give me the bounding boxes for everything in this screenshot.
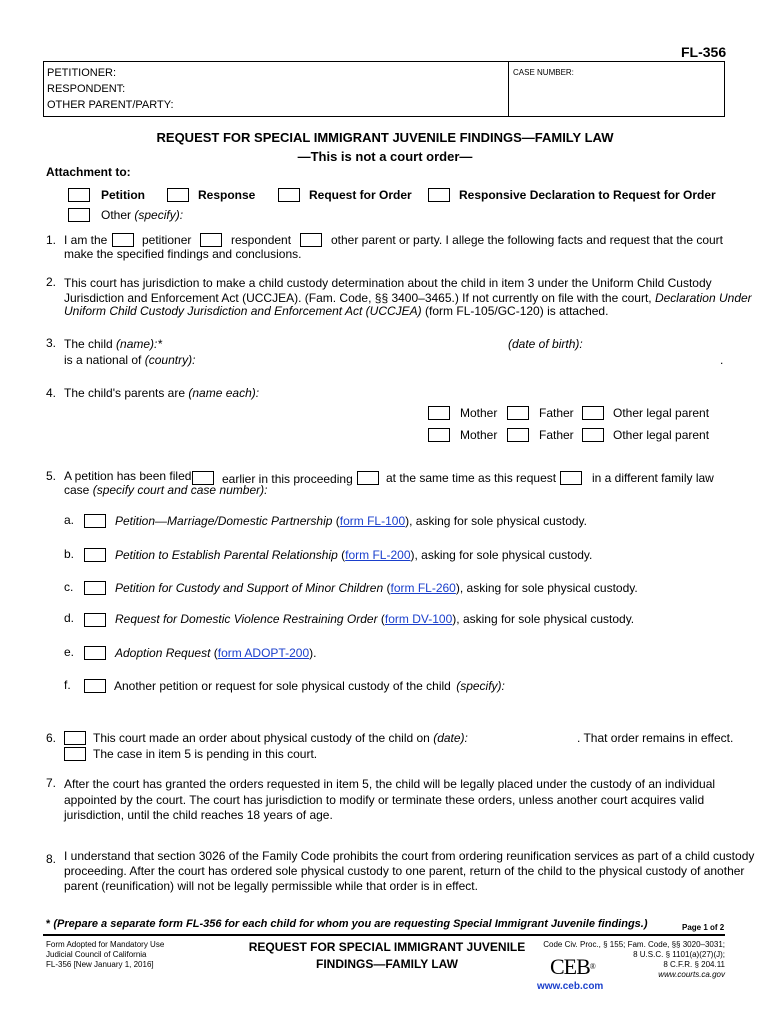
footer-title-line1: REQUEST FOR SPECIAL IMMIGRANT JUVENILE	[248, 940, 526, 954]
item1-petitioner-checkbox[interactable]	[112, 233, 134, 247]
item5c-text	[115, 581, 638, 596]
item5b-text	[115, 548, 592, 563]
footer-rule	[43, 934, 725, 936]
item5e-open: (	[210, 646, 218, 660]
footer-usc: 8 U.S.C. § 1101(a)(27)(J);	[633, 950, 725, 959]
item2-line2a: Jurisdiction and Enforcement Act (UCCJEA). (Fam. Code, §§ 3400–3465.) If not currently on file with the court,	[64, 291, 652, 305]
item5e-rest: ).	[309, 646, 317, 660]
item5b-rest: ), asking for sole physical custody.	[410, 548, 593, 562]
footer-cfr: 8 C.F.R. § 204.11	[663, 960, 725, 969]
item5b-form-link[interactable]: form FL-200	[345, 548, 411, 562]
footer-form-rev: FL-356 [New January 1, 2016]	[46, 960, 154, 969]
item5e-title: Adoption Request	[115, 646, 211, 660]
responsive-declaration-checkbox[interactable]	[428, 188, 450, 202]
item5-case-word: case	[64, 483, 90, 497]
item5c-letter: c.	[64, 580, 74, 594]
other-parent-label: OTHER PARENT/PARTY:	[47, 99, 174, 111]
item5c-checkbox[interactable]	[84, 581, 106, 595]
item5a-letter: a.	[64, 513, 75, 527]
item5e-checkbox[interactable]	[84, 646, 106, 660]
item5c-rest: ), asking for sole physical custody.	[455, 581, 638, 595]
item3-national-of: is a national of	[64, 353, 142, 367]
item5f-checkbox[interactable]	[84, 679, 106, 693]
item1-other-label: other parent or party. I allege the following facts and request that the court	[331, 233, 724, 247]
item5d-text	[115, 612, 634, 627]
item5c-open: (	[383, 581, 391, 595]
caption-box	[43, 61, 725, 117]
item7-line3: jurisdiction, until the child reaches 18 years of age.	[64, 808, 333, 822]
item7-line1: After the court has granted the orders requested in item 5, the child will be legally placed under the custody of an individual	[64, 777, 716, 791]
item5d-checkbox[interactable]	[84, 613, 106, 627]
form-id: FL-356	[681, 44, 727, 60]
item6-date: (date):	[433, 731, 468, 745]
other-checkbox[interactable]	[68, 208, 90, 222]
responsive-declaration-label: Responsive Declaration to Request for Order	[459, 188, 716, 202]
item2-number: 2.	[46, 275, 57, 289]
item8-line3: parent (reunification) will not be legally permissible while that order is in effect.	[64, 879, 478, 893]
item5a-open: (	[332, 514, 340, 528]
item5b-letter: b.	[64, 547, 75, 561]
item3-the-child: The child	[64, 337, 113, 351]
item5c-form-link[interactable]: form FL-260	[390, 581, 456, 595]
page-title: REQUEST FOR SPECIAL IMMIGRANT JUVENILE FINDINGS—FAMILY LAW	[156, 130, 614, 145]
parent2-mother-checkbox[interactable]	[428, 428, 450, 442]
page-subtitle: —This is not a court order—	[297, 149, 473, 164]
footer-title-line2: FINDINGS—FAMILY LAW	[315, 957, 458, 971]
petition-label: Petition	[101, 188, 145, 202]
parent1-other-checkbox[interactable]	[582, 406, 604, 420]
parent2-other-checkbox[interactable]	[582, 428, 604, 442]
item3-dob: (date of birth):	[508, 337, 583, 351]
item6-line1-text: This court made an order about physical custody of the child on	[93, 731, 430, 745]
item5b-open: (	[337, 548, 346, 562]
item5a-checkbox[interactable]	[84, 514, 106, 528]
item4-parents: The child's parents are	[64, 386, 186, 400]
item5e-text	[115, 646, 316, 661]
parent2-father-label: Father	[539, 428, 574, 442]
item5b-title: Petition to Establish Parental Relationship	[115, 548, 338, 562]
petition-checkbox[interactable]	[68, 188, 90, 202]
item3-national	[64, 353, 195, 368]
petitioner-label: PETITIONER:	[47, 67, 117, 79]
footer-council: Judicial Council of California	[46, 950, 147, 959]
request-for-order-checkbox[interactable]	[278, 188, 300, 202]
parent2-other-label: Other legal parent	[613, 428, 710, 442]
parent1-mother-label: Mother	[460, 406, 498, 420]
item2-line3a: Uniform Child Custody Jurisdiction and Enforcement Act (UCCJEA)	[64, 304, 422, 318]
item7-number: 7.	[46, 776, 57, 790]
item8-line1: I understand that section 3026 of the Family Code prohibits the court from ordering reunification services as part of a child custody	[64, 849, 755, 863]
item5-different-label: in a different family law	[592, 471, 714, 485]
parent1-mother-checkbox[interactable]	[428, 406, 450, 420]
item6-in-effect: . That order remains in effect.	[577, 731, 734, 745]
item6-number: 6.	[46, 731, 57, 745]
item5c-title: Petition for Custody and Support of Minor Children	[115, 581, 384, 595]
item3-period: .	[720, 353, 724, 367]
item5d-title: Request for Domestic Violence Restraining Order	[115, 612, 378, 626]
item2-line3b: (form FL-105/GC-120) is attached.	[425, 304, 609, 318]
parent2-father-checkbox[interactable]	[507, 428, 529, 442]
ceb-logo-text: CEB	[550, 954, 590, 979]
case-number-label: CASE NUMBER:	[513, 68, 574, 77]
item5-same-time-label: at the same time as this request	[386, 471, 557, 485]
item5d-open: (	[377, 612, 385, 626]
item5d-letter: d.	[64, 611, 75, 625]
response-label: Response	[198, 188, 256, 202]
item1-number: 1.	[46, 233, 57, 247]
item1-line2: make the specified findings and conclusions.	[64, 247, 302, 261]
item3-country: (country):	[144, 353, 196, 367]
page-number: Page 1 of 2	[682, 923, 725, 932]
item5f-label: Another petition or request for sole physical custody of the child	[114, 679, 451, 693]
response-checkbox[interactable]	[167, 188, 189, 202]
item2-line2b: Declaration Under	[654, 291, 752, 305]
item3-child-name	[64, 337, 162, 352]
item5f-letter: f.	[64, 678, 71, 692]
item8-number: 8.	[46, 852, 57, 866]
item5-earlier-label: earlier in this proceeding	[222, 472, 353, 486]
item4-label	[64, 386, 259, 401]
item2-line1: This court has jurisdiction to make a child custody determination about the child in item 3 under the Uniform Child Custody	[64, 276, 712, 290]
item6-order-checkbox[interactable]	[64, 731, 86, 745]
parent1-other-label: Other legal parent	[613, 406, 710, 420]
item3-name: (name):*	[116, 337, 163, 351]
caption-divider	[508, 62, 509, 116]
item1-petitioner-label: petitioner	[142, 233, 192, 247]
item5a-title: Petition—Marriage/Domestic Partnership	[115, 514, 333, 528]
item5a-form-link[interactable]: form FL-100	[339, 514, 406, 528]
item4-number: 4.	[46, 386, 57, 400]
item1-respondent-checkbox[interactable]	[200, 233, 222, 247]
item5d-rest: ), asking for sole physical custody.	[452, 612, 635, 626]
footnote-text: (Prepare a separate form FL-356 for each child for whom you are requesting Special Immigrant Juvenile findings.)	[53, 918, 648, 930]
request-for-order-label: Request for Order	[309, 188, 412, 202]
item6-line1	[93, 731, 468, 746]
item6-pending-checkbox[interactable]	[64, 747, 86, 761]
item7-line2: appointed by the court. The court has jurisdiction to modify or terminate these orders, unless another court acquires valid	[64, 793, 705, 807]
item5-number: 5.	[46, 469, 57, 483]
parent2-mother-label: Mother	[460, 428, 498, 442]
ceb-url[interactable]: www.ceb.com	[537, 981, 604, 992]
item5f-specify: (specify):	[456, 679, 505, 693]
item6-line2: The case in item 5 is pending in this court.	[93, 747, 318, 761]
item5-same-time-checkbox[interactable]	[357, 471, 379, 485]
item5a-text	[115, 514, 587, 529]
item5-filed: A petition has been filed	[64, 469, 192, 483]
parent1-father-label: Father	[539, 406, 574, 420]
footer-code-cites: Code Civ. Proc., § 155; Fam. Code, §§ 3020–3031;	[543, 940, 725, 949]
item5f-text	[114, 679, 505, 694]
item1-i-am-the: I am the	[64, 233, 108, 247]
item5d-form-link[interactable]: form DV-100	[384, 612, 453, 626]
item5b-checkbox[interactable]	[84, 548, 106, 562]
item5a-rest: ), asking for sole physical custody.	[405, 514, 587, 528]
item5e-letter: e.	[64, 645, 75, 659]
footnote	[46, 917, 648, 931]
item3-number: 3.	[46, 336, 57, 350]
ceb-registered: ®	[589, 962, 595, 971]
item5-case	[64, 483, 267, 498]
respondent-label: RESPONDENT:	[47, 83, 126, 95]
ceb-logo	[550, 955, 595, 979]
item2-line3	[64, 304, 608, 319]
item5-case-specify: (specify court and case number):	[92, 483, 268, 497]
parent1-father-checkbox[interactable]	[507, 406, 529, 420]
item8-line2: proceeding. After the court has ordered sole physical custody to one parent, return of the child to the physical custody of another	[64, 864, 745, 878]
footnote-star: *	[46, 918, 51, 930]
item1-respondent-label: respondent	[231, 233, 292, 247]
item1-other-checkbox[interactable]	[300, 233, 322, 247]
item4-name-each: (name each):	[188, 386, 260, 400]
item5e-form-link[interactable]: form ADOPT-200	[217, 646, 310, 660]
footer-courts-url[interactable]: www.courts.ca.gov	[658, 970, 725, 979]
other-specify: (specify):	[134, 208, 184, 222]
other-text: Other	[101, 208, 132, 222]
footer-adopted: Form Adopted for Mandatory Use	[46, 940, 165, 949]
item5-different-checkbox[interactable]	[560, 471, 582, 485]
other-label	[101, 208, 183, 223]
attachment-label: Attachment to:	[46, 165, 131, 179]
